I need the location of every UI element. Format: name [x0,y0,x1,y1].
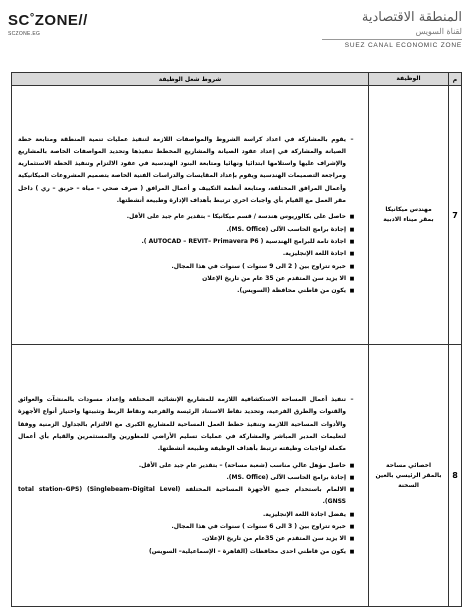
list-item [18,546,358,558]
table-header-row [12,73,462,86]
conditions-cell [12,86,369,345]
requirement-text: اجادة اللغة الإنجليزية. [282,250,346,258]
list-item [18,211,358,223]
list-item [18,285,358,297]
conditions-cell [12,345,369,607]
header-job: الوظيفة [369,73,449,86]
brand-sc: SC [8,12,30,29]
page-header [0,0,472,66]
dash-bullet: – [350,135,354,143]
requirement-text: الا يزيد سن المتقدم عن 35عام من تاريخ الإعلان. [201,535,346,543]
brand-degree: ° [29,12,35,24]
requirement-text: اجادة تامة للبرامج الهندسية ( AUTOCAD – REVIT– Primavera P6 ). [141,237,346,245]
list-item [18,509,358,521]
square-bullet-icon: ■ [349,511,355,518]
square-bullet-icon: ■ [349,251,355,258]
requirement-text: الالمام باستخدام جميع الأجهزة المساحية المختلفة (Singlebeam–Digital Level) (total station–GPS GNSS). [18,486,346,506]
logo-divider [322,39,462,40]
jobs-table [11,72,462,607]
logo-arabic-name: المنطقة الاقتصادية [361,10,462,25]
square-bullet-icon: ■ [349,548,355,555]
requirement-text: يكون من قاطني محافظة (السويس). [237,287,346,295]
requirement-text: الا يزيد سن المتقدم عن 35 عام من تاريخ الإعلان [202,274,346,282]
list-item [18,460,358,472]
duties-text: يقوم بالمشاركة في اعداد كراسة الشروط والمواصفات اللازمة لتنفيذ عمليات تنمية المنطقة ومتابعة خطة الصيانة والمشاركة في إعداد عقود الصيانة والمشاريع المخطط تنفيذها وتحديد المواصفات الخاصة بالمشاريع والإشراف عليها واستلامها ابتدائيا ونهائيا ومتابعة البنود الهندسية في عقود الالتزام وتنفيذ الخطة الاستثمارية ومراجعة التصميمات الهندسية ويقوم بإعداد المقايسات والدراسات الفنية الخاصة بتصميم المشروعات الميكانيكية وأعمال المرافق المختلفة، ومتابعة أنظمة التكييف و أعمال المرافق ( صرف صحي – مياه – حريق – ري ) داخل مقر العمل مع القيام بأي واجبات اخري ترتبط بأهداف الإدارة وطبيعة أنشطتها. [18,135,346,205]
requirement-text: خبره تتراوح بين ( 2 الى 9 سنوات ) سنوات في هذا المجال. [171,262,346,270]
header-conditions: شروط شغل الوظيفة [12,73,369,86]
sczone-wordmark [8,12,88,29]
row-number: 7 [449,86,462,345]
square-bullet-icon: ■ [349,474,355,481]
requirement-text: خبره تتراوح بين ( 3 الى 6 سنوات ) سنوات في هذا المجال. [171,523,346,531]
list-item [18,261,358,273]
table-row [12,345,462,607]
duties-item [18,134,358,208]
logo-arabic-sub: لقناة السويس [415,27,462,36]
requirement-text: يفضل اجادة اللغة الإنجليزية. [262,510,346,518]
list-item [18,236,358,248]
list-item [18,521,358,533]
brand-site: SCZONE.EG [8,31,41,37]
job-title-cell [369,86,449,345]
square-bullet-icon: ■ [349,263,355,270]
job-title: اخصائي مساحة [386,461,431,469]
square-bullet-icon: ■ [349,288,355,295]
square-bullet-icon: ■ [349,487,355,494]
dash-bullet: – [350,396,354,404]
job-title-cell [369,345,449,607]
sczone-arabic-logo [302,10,462,49]
square-bullet-icon: ■ [349,462,355,469]
square-bullet-icon: ■ [349,275,355,282]
sczone-logo [8,12,88,37]
list-item [18,533,358,545]
brand-zone: ZONE [34,12,79,29]
duties-item [18,394,358,455]
square-bullet-icon: ■ [349,524,355,531]
requirement-text: إجادة برامج الحاسب الآلى (MS. Office). [226,473,346,481]
job-location: بالمقر الرئيسي بالعين السخنة [375,471,442,489]
list-item [18,248,358,260]
job-title: مهندس ميكانيكا [385,206,432,213]
list-item [18,484,358,509]
list-item [18,472,358,484]
job-location: بمقر ميناء الادبية [383,216,434,223]
requirement-text: حاصل مؤهل عالي مناسب (شعبة مساحة) – بتقدير عام جيد على الأقل. [138,461,346,469]
logo-english-name: SUEZ CANAL ECONOMIC ZONE [344,42,462,49]
square-bullet-icon: ■ [349,226,355,233]
square-bullet-icon: ■ [349,214,355,221]
list-item [18,273,358,285]
square-bullet-icon: ■ [349,238,355,245]
list-item [18,224,358,236]
header-num: م [449,73,462,86]
requirement-text: يكون من قاطني احدى محافظات (القاهرة – الإسماعيلية– السويس) [149,547,346,555]
brand-slashes: // [78,12,88,29]
square-bullet-icon: ■ [349,536,355,543]
requirement-text: إجادة برامج الحاسب الآلى (MS. Office). [226,225,346,233]
table-row [12,86,462,345]
duties-text: تنفيذ أعمال المساحة الاستكشافية اللازمة للمشاريع الإنشائية المختلفة وإعداد مسودات بالمنشآت والعوائق والقنوات والطرق الفرعية، وتحديد نقاط الاستناد الرئيسة والفرعية ونقاط الربط وتثبيتها واختيار أنواع الأجهزة والأدوات المساحية اللازمة وتنفيذ خطط العمل المساحية للمشاريع الكبرى مع الالتزام بالجداول الزمنية ووفقا لتعليمات المدير المباشر والمشاركة في عمليات تسليم الأراضي للمطورين والمستثمرين والقيام بأي أعمال مكملة لواجبات وظيفته ترتبط بأهداف الوظيفة وطبيعة أنشطتها. [18,396,346,453]
requirement-text: حاصل على بكالوريوس هندسة / قسم ميكانيكا – بتقدير عام جيد على الأقل. [126,213,346,221]
row-number: 8 [449,345,462,607]
